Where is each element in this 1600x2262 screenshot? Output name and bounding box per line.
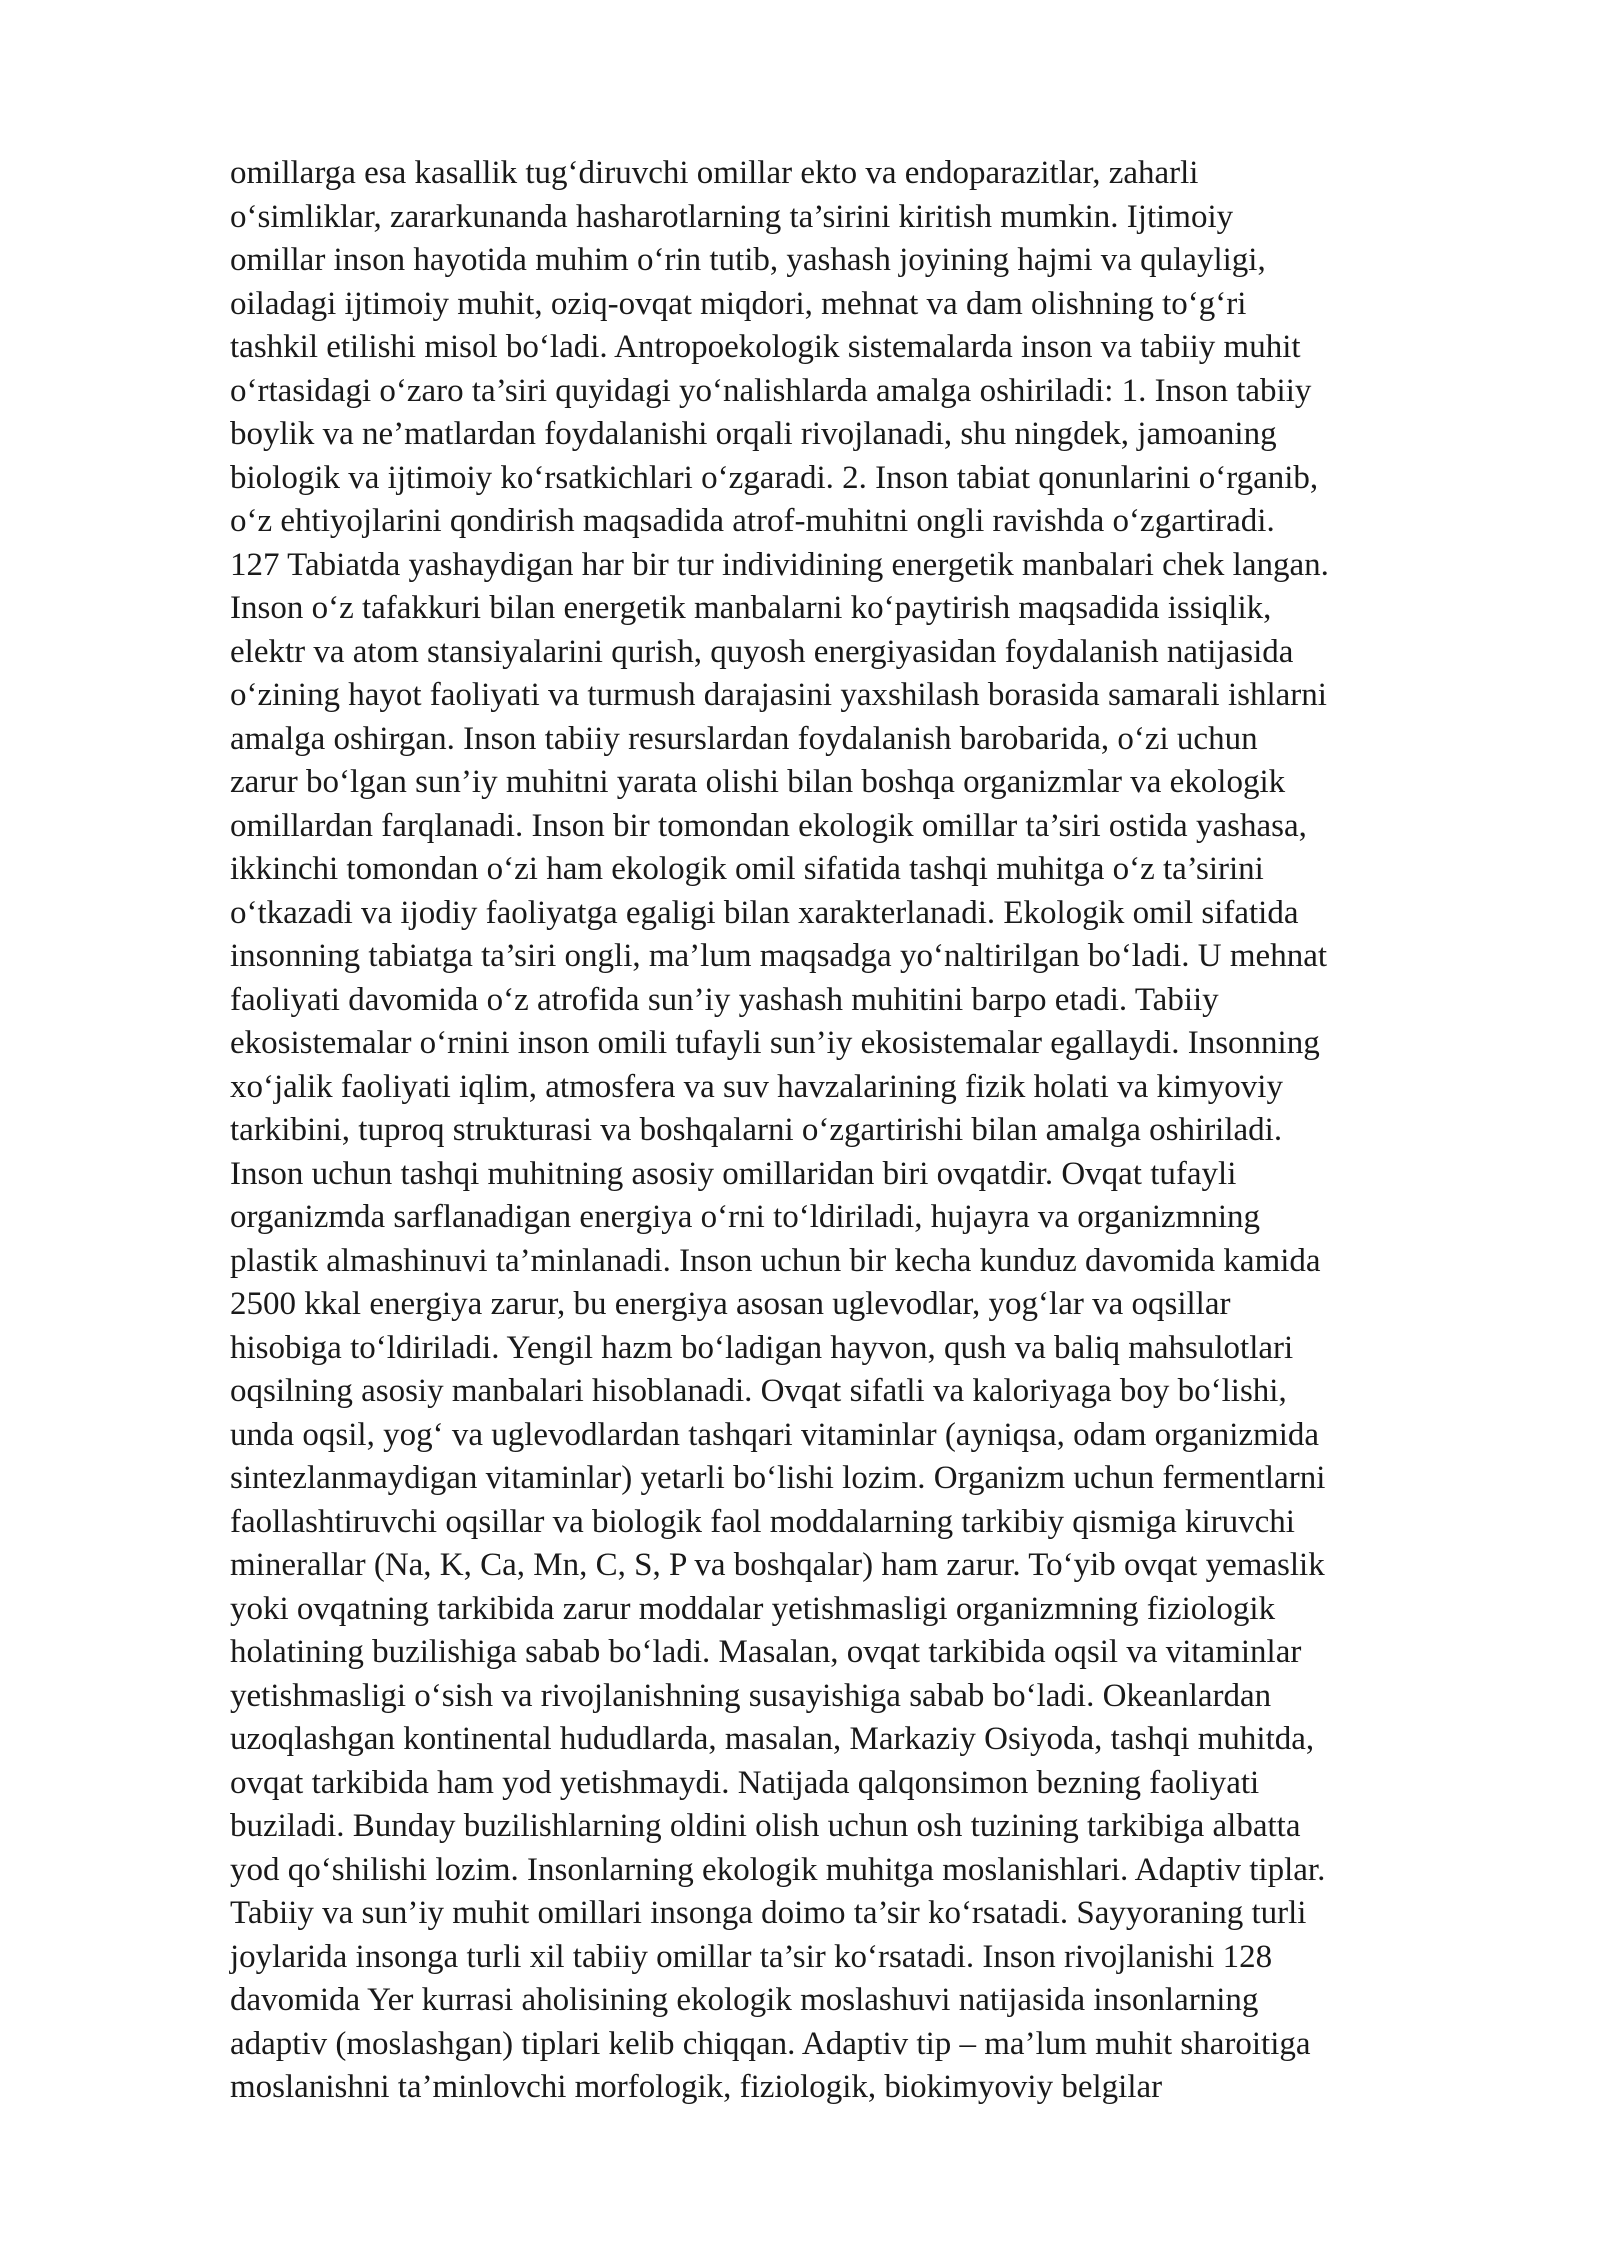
text-line: o‘rtasidagi o‘zaro ta’siri quyidagi yo‘nalishlarda amalga oshiriladi: 1. Inson tabiiy bbox=[230, 372, 1312, 409]
text-line: boylik va ne’matlardan foydalanishi orqali rivojlanadi, shu ningdek, jamoaning bbox=[230, 416, 1277, 452]
text-line: davomida Yer kurrasi aholisining ekologik moslashuvi natijasida insonlarning bbox=[230, 1982, 1259, 2018]
text-line: xo‘jalik faoliyati iqlim, atmosfera va suv havzalarining fizik holati va kimyoviy bbox=[230, 1068, 1283, 1105]
text-line: faoliyati davomida o‘z atrofida sun’iy yashash muhitini barpo etadi. Tabiiy bbox=[230, 981, 1219, 1018]
text-line: organizmda sarflanadigan energiya o‘rni to‘ldiriladi, hujayra va organizmning bbox=[230, 1199, 1260, 1235]
text-line: yoki ovqatning tarkibida zarur moddalar yetishmasligi organizmning fiziologik bbox=[230, 1590, 1276, 1627]
text-line: o‘zining hayot faoliyati va turmush darajasini yaxshilash borasida samarali ishlarni bbox=[230, 677, 1327, 713]
text-line: omillardan farqlanadi. Inson bir tomondan ekologik omillar ta’siri ostida yashasa, bbox=[230, 807, 1307, 844]
text-line: ikkinchi tomondan o‘zi ham ekologik omil sifatida tashqi muhitga o‘z ta’sirini bbox=[230, 851, 1264, 887]
text-line: zarur bo‘lgan sun’iy muhitni yarata olishi bilan boshqa organizmlar va ekologik bbox=[230, 764, 1286, 800]
text-line: o‘simliklar, zararkunanda hasharotlarning ta’sirini kiritish mumkin. Ijtimoiy bbox=[230, 198, 1234, 235]
text-line: holatining buzilishiga sabab bo‘ladi. Masalan, ovqat tarkibida oqsil va vitaminlar bbox=[230, 1634, 1302, 1670]
text-line: insonning tabiatga ta’siri ongli, ma’lum maqsadga yo‘naltirilgan bo‘ladi. U mehnat bbox=[230, 938, 1328, 974]
text-line: hisobiga to‘ldiriladi. Yengil hazm bo‘ladigan hayvon, qush va baliq mahsulotlari bbox=[230, 1329, 1294, 1366]
text-line: faollashtiruvchi oqsillar va biologik faol moddalarning tarkibiy qismiga kiruvchi bbox=[230, 1503, 1295, 1540]
text-line: oiladagi ijtimoiy muhit, oziq-ovqat miqdori, mehnat va dam olishning to‘g‘ri bbox=[230, 285, 1247, 322]
text-line: unda oqsil, yog‘ va uglevodlardan tashqari vitaminlar (ayniqsa, odam organizmida bbox=[230, 1416, 1320, 1453]
text-line: amalga oshirgan. Inson tabiiy resurslardan foydalanish barobarida, o‘zi uchun bbox=[230, 720, 1258, 757]
text-line: elektr va atom stansiyalarini qurish, quyosh energiyasidan foydalanish natijasida bbox=[230, 633, 1294, 670]
text-line: tashkil etilishi misol bo‘ladi. Antropoekologik sistemalarda inson va tabiiy muhit bbox=[230, 329, 1301, 365]
text-line: o‘z ehtiyojlarini qondirish maqsadida atrof-muhitni ongli ravishda o‘zgartiradi. bbox=[230, 503, 1275, 539]
text-line: ovqat tarkibida ham yod yetishmaydi. Natijada qalqonsimon bezning faoliyati bbox=[230, 1764, 1260, 1801]
text-line: uzoqlashgan kontinental hududlarda, masalan, Markaziy Osiyoda, tashqi muhitda, bbox=[230, 1721, 1315, 1757]
text-line: ekosistemalar o‘rnini inson omili tufayli sun’iy ekosistemalar egallaydi. Insonning bbox=[230, 1025, 1320, 1061]
text-line: moslanishni ta’minlovchi morfologik, fiziologik, biokimyoviy belgilar bbox=[230, 2069, 1163, 2105]
text-line: Inson uchun tashqi muhitning asosiy omillaridan biri ovqatdir. Ovqat tufayli bbox=[230, 1155, 1237, 1192]
text-line: buziladi. Bunday buzilishlarning oldini olish uchun osh tuzining tarkibiga albatta bbox=[230, 1808, 1301, 1844]
text-line: minerallar (Na, K, Ca, Mn, C, S, P va boshqalar) ham zarur. To‘yib ovqat yemaslik bbox=[230, 1547, 1325, 1583]
text-line: joylarida insonga turli xil tabiiy omillar ta’sir ko‘rsatadi. Inson rivojlanishi 128 bbox=[230, 1938, 1273, 1975]
text-line: plastik almashinuvi ta’minlanadi. Inson uchun bir kecha kunduz davomida kamida bbox=[230, 1242, 1321, 1279]
text-line: yod qo‘shilishi lozim. Insonlarning ekologik muhitga moslanishlari. Adaptiv tiplar. bbox=[230, 1851, 1326, 1888]
body-text bbox=[230, 152, 1520, 2110]
text-line: 2500 kkal energiya zarur, bu energiya asosan uglevodlar, yog‘lar va oqsillar bbox=[230, 1286, 1231, 1322]
text-line: tarkibini, tuproq strukturasi va boshqalarni o‘zgartirishi bilan amalga oshiriladi. bbox=[230, 1112, 1283, 1148]
text-line: Tabiiy va sun’iy muhit omillari insonga doimo ta’sir ko‘rsatadi. Sayyoraning turli bbox=[230, 1895, 1307, 1931]
text-line: yetishmasligi o‘sish va rivojlanishning susayishiga sabab bo‘ladi. Okeanlardan bbox=[230, 1677, 1272, 1714]
text-line: Inson o‘z tafakkuri bilan energetik manbalarni ko‘paytirish maqsadida issiqlik, bbox=[230, 590, 1272, 626]
text-line: omillar inson hayotida muhim o‘rin tutib, yashash joyining hajmi va qulayligi, bbox=[230, 242, 1266, 278]
text-line: sintezlanmaydigan vitaminlar) yetarli bo‘lishi lozim. Organizm uchun fermentlarni bbox=[230, 1460, 1326, 1496]
text-line: oqsilning asosiy manbalari hisoblanadi. Ovqat sifatli va kaloriyaga boy bo‘lishi, bbox=[230, 1373, 1287, 1409]
text-line: 127 Tabiatda yashaydigan har bir tur individining energetik manbalari chek langan. bbox=[230, 546, 1329, 583]
text-line: o‘tkazadi va ijodiy faoliyatga egaligi bilan xarakterlanadi. Ekologik omil sifatida bbox=[230, 894, 1299, 931]
text-line: omillarga esa kasallik tug‘diruvchi omillar ekto va endoparazitlar, zaharli bbox=[230, 155, 1199, 191]
text-line: biologik va ijtimoiy ko‘rsatkichlari o‘zgaradi. 2. Inson tabiat qonunlarini o‘rganib, bbox=[230, 459, 1319, 496]
text-line: adaptiv (moslashgan) tiplari kelib chiqqan. Adaptiv tip – ma’lum muhit sharoitiga bbox=[230, 2025, 1311, 2062]
